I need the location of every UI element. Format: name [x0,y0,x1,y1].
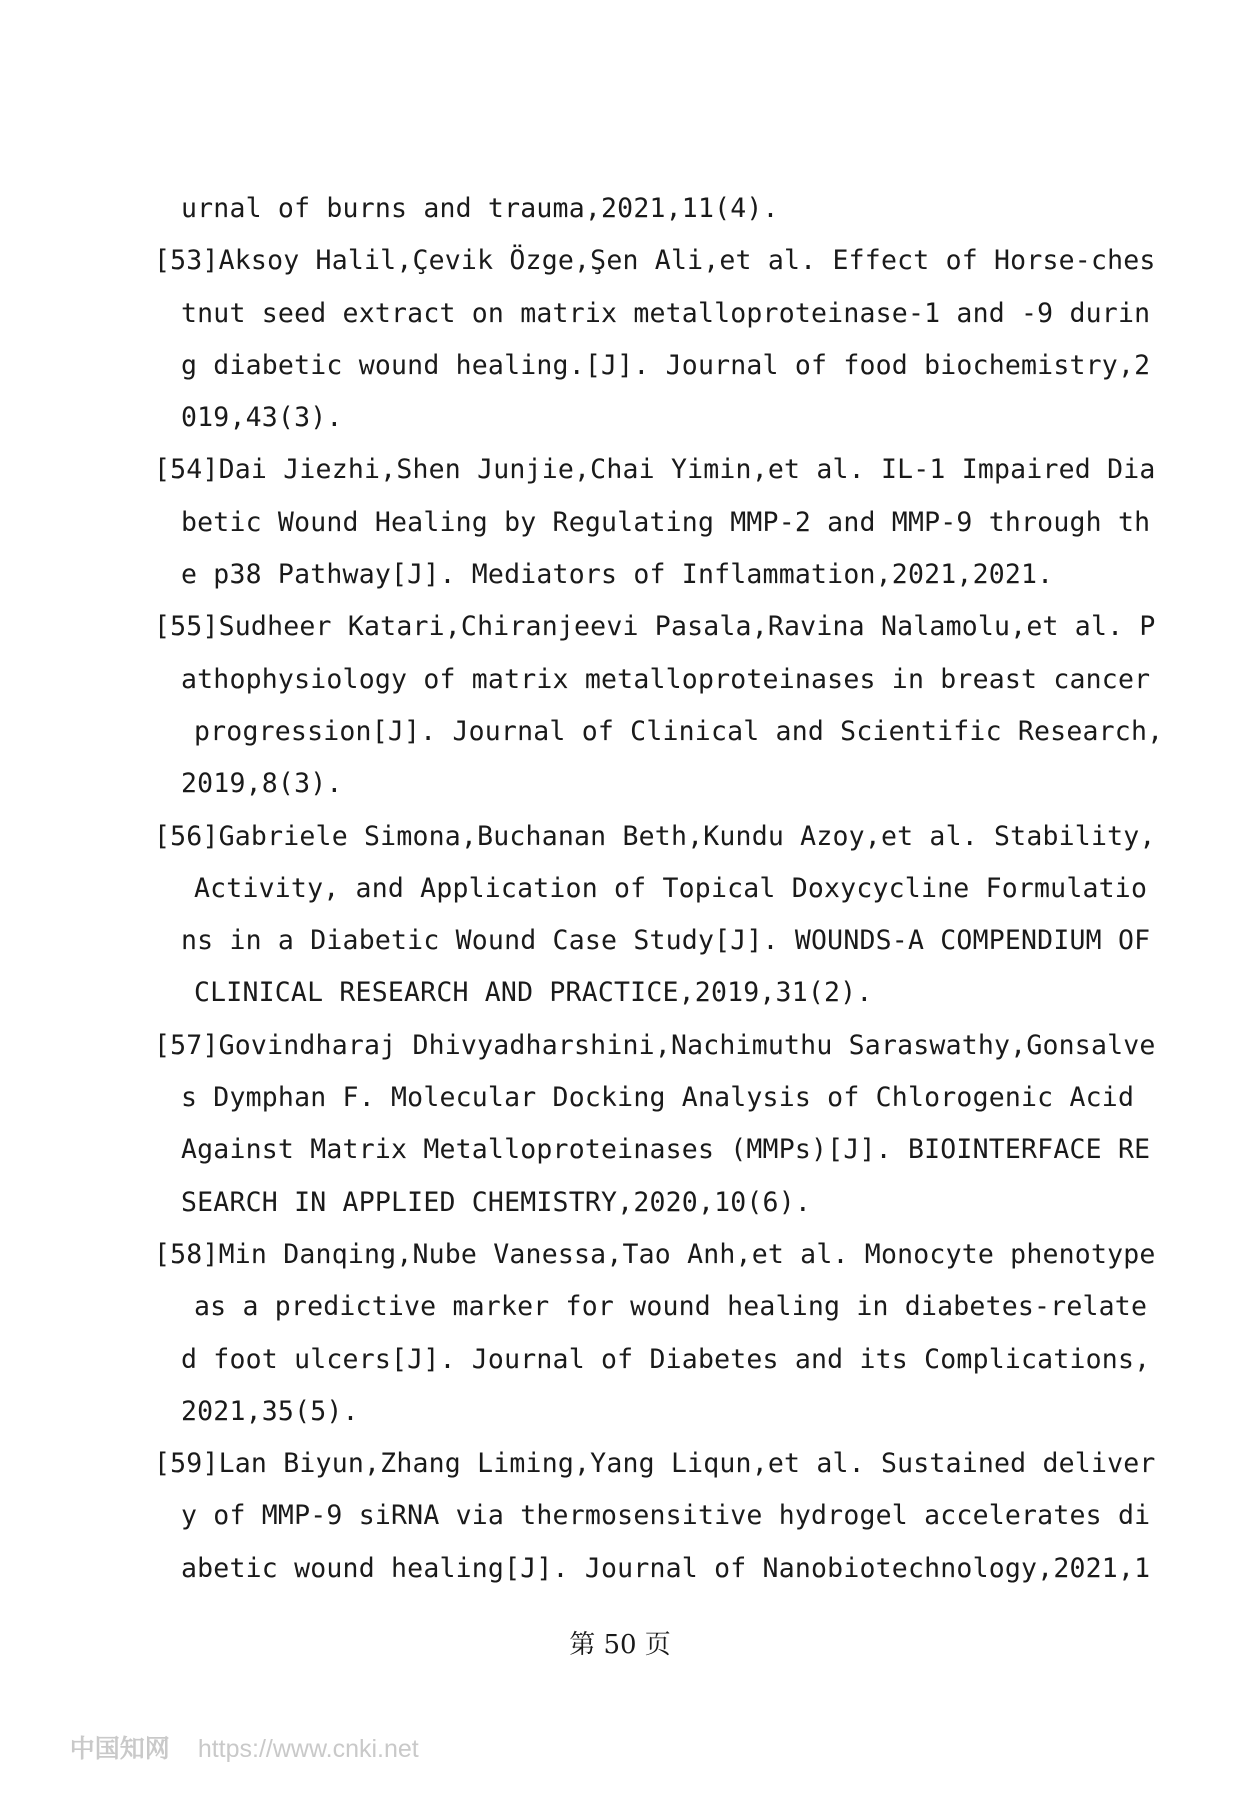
reference-list [154,183,1164,1595]
reference-line: CLINICAL RESEARCH AND PRACTICE,2019,31(2). [194,977,873,1009]
reference-line: [54]Dai Jiezhi,Shen Junjie,Chai Yimin,et al. IL-1 Impaired Dia [154,454,1156,486]
reference-line: e p38 Pathway[J]. Mediators of Inflammation,2021,2021. [181,559,1054,591]
reference-line: tnut seed extract on matrix metalloproteinase-1 and -9 durin [181,297,1151,329]
reference-line: 2021,35(5). [181,1395,359,1427]
reference-line: [56]Gabriele Simona,Buchanan Beth,Kundu Azoy,et al. Stability, [154,820,1156,852]
watermark-url: https://www.cnki.net [197,1735,419,1763]
reference-line: Against Matrix Metalloproteinases (MMPs)[J]. BIOINTERFACE RE [181,1134,1151,1166]
reference-line: y of MMP-9 siRNA via thermosensitive hydrogel accelerates di [181,1500,1151,1532]
reference-line: [59]Lan Biyun,Zhang Liming,Yang Liqun,et al. Sustained deliver [154,1448,1156,1480]
watermark [42,1700,419,1794]
watermark-logo: 中国知网 [69,1735,170,1763]
reference-line: [58]Min Danqing,Nube Vanessa,Tao Anh,et al. Monocyte phenotype [154,1238,1156,1270]
reference-line: s Dymphan F. Molecular Docking Analysis of Chlorogenic Acid [181,1082,1135,1114]
reference-line: athophysiology of matrix metalloproteinases in breast cancer [181,663,1151,695]
reference-line: urnal of burns and trauma,2021,11(4). [181,193,779,224]
reference-line: betic Wound Healing by Regulating MMP-2 and MMP-9 through th [181,506,1151,538]
reference-line: Activity, and Application of Topical Doxycycline Formulatio [194,872,1148,904]
reference-line: progression[J]. Journal of Clinical and Scientific Research, [194,715,1164,747]
reference-line: g diabetic wound healing.[J]. Journal of food biochemistry,2 [181,349,1151,381]
reference-line: SEARCH IN APPLIED CHEMISTRY,2020,10(6). [181,1186,812,1218]
page-number: 第 50 页 [569,1630,671,1660]
reference-line: 019,43(3). [181,402,343,434]
reference-line: [57]Govindharaj Dhivyadharshini,Nachimuthu Saraswathy,Gonsalve [154,1029,1156,1061]
reference-line: abetic wound healing[J]. Journal of Nanobiotechnology,2021,1 [181,1552,1151,1584]
reference-line: as a predictive marker for wound healing in diabetes-relate [194,1291,1148,1323]
reference-line: ns in a Diabetic Wound Case Study[J]. WOUNDS-A COMPENDIUM OF [181,925,1151,957]
reference-line: [55]Sudheer Katari,Chiranjeevi Pasala,Ravina Nalamolu,et al. P [154,611,1156,643]
reference-line: 2019,8(3). [181,768,343,800]
reference-line: d foot ulcers[J]. Journal of Diabetes and its Complications, [181,1343,1151,1375]
reference-line: [53]Aksoy Halil,Çevik Özge,Şen Ali,et al. Effect of Horse-ches [154,245,1156,277]
